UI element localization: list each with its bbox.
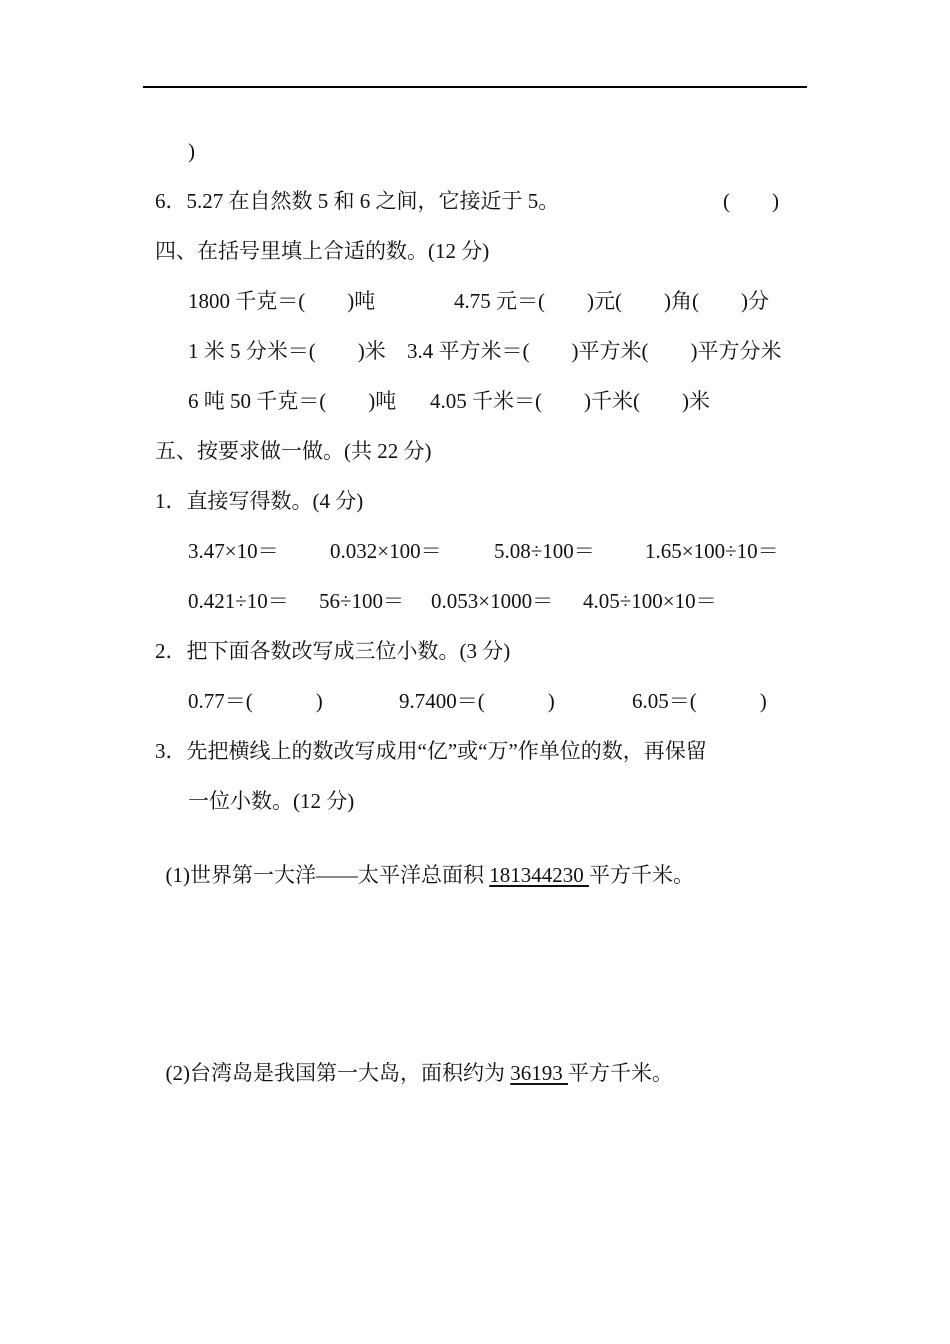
q3-sub-2-unit: 平方千米。 [568, 1061, 673, 1085]
previous-item-closing-paren: ) [188, 139, 195, 163]
decimal-6-05: 6.05＝( ) [632, 689, 767, 713]
q3-sub-1-number: 181344230 [489, 863, 589, 887]
q3-title-line-1: 3．先把横线上的数改写成用“亿”或“万”作单位的数，再保留 [155, 739, 707, 763]
section-4-heading: 四、在括号里填上合适的数。(12 分) [155, 239, 490, 263]
fill-1800kg: 1800 千克＝( )吨 [188, 289, 376, 313]
q3-sub-1-unit: 平方千米。 [589, 863, 694, 887]
q3-sub-1 [155, 839, 694, 887]
calc-56div100: 56÷100＝ [319, 589, 405, 613]
fill-6t50kg: 6 吨 50 千克＝( )吨 [188, 389, 397, 413]
item-6-answer-bracket: ( ) [723, 189, 779, 213]
item-6-text: 6．5.27 在自然数 5 和 6 之间，它接近于 5。 [155, 189, 560, 213]
q3-title-line-2: 一位小数。(12 分) [188, 789, 355, 813]
calc-3-47x10: 3.47×10＝ [188, 539, 279, 563]
section-5-heading: 五、按要求做一做。(共 22 分) [155, 439, 432, 463]
decimal-9-7400: 9.7400＝( ) [399, 689, 555, 713]
q3-sub-2 [155, 1037, 673, 1085]
q3-sub-1-text: (1)世界第一大洋——太平洋总面积 [165, 863, 490, 887]
calc-0-032x100: 0.032×100＝ [330, 539, 442, 563]
fill-3-4-sqm: 3.4 平方米＝( )平方米( )平方分米 [407, 339, 782, 363]
q1-title: 1．直接写得数。(4 分) [155, 489, 364, 513]
fill-4-05-km: 4.05 千米＝( )千米( )米 [430, 389, 710, 413]
decimal-0-77: 0.77＝( ) [188, 689, 323, 713]
calc-5-08div100: 5.08÷100＝ [494, 539, 595, 563]
calc-0-053x1000: 0.053×1000＝ [431, 589, 554, 613]
q3-sub-2-text: (2)台湾岛是我国第一大岛，面积约为 [165, 1061, 511, 1085]
fill-1m5dm: 1 米 5 分米＝( )米 [188, 339, 386, 363]
header-rule [143, 86, 807, 88]
calc-1-65x100div10: 1.65×100÷10＝ [645, 539, 779, 563]
calc-0-421div10: 0.421÷10＝ [188, 589, 289, 613]
calc-4-05div100x10: 4.05÷100×10＝ [583, 589, 717, 613]
q2-title: 2．把下面各数改写成三位小数。(3 分) [155, 639, 511, 663]
q3-sub-2-number: 36193 [510, 1061, 568, 1085]
fill-4-75-yuan: 4.75 元＝( )元( )角( )分 [454, 289, 769, 313]
